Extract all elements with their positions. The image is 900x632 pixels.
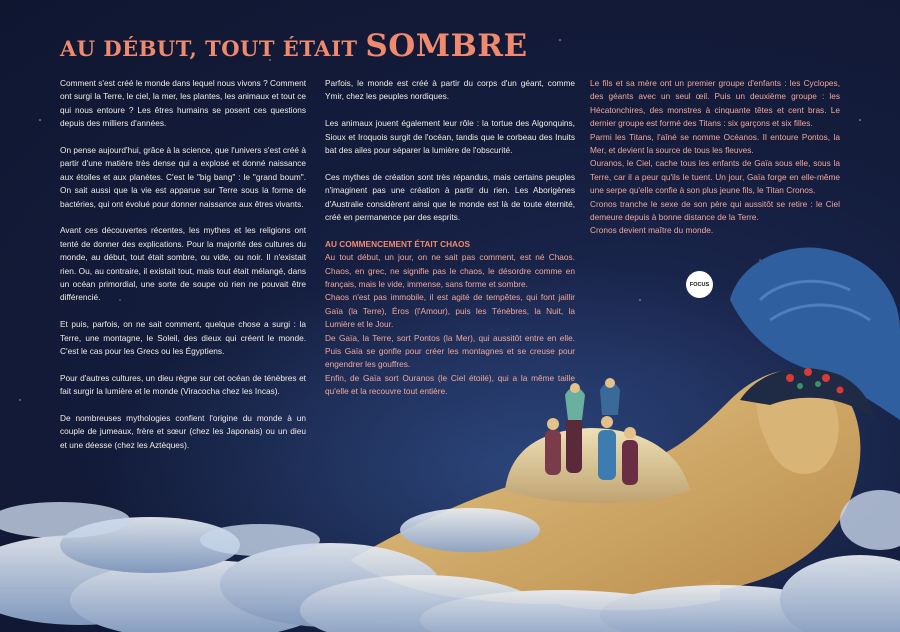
paragraph: Cronos devient maître du monde. [590,225,714,236]
paragraph: Au tout début, un jour, on ne sait pas comment, est né Chaos. Chaos, en grec, ne signifie pas le chaos, le désordre comme en français, mais le vide, immense, sans forme et sombre. [325,252,575,290]
paragraph: Cronos tranche le sexe de son père qui aussitôt se retire : le Ciel demeure depuis à bonne distance de la Terre. [590,198,840,223]
paragraph: Chaos n'est pas immobile, il est agité de tempêtes, qui font jaillir Gaïa (la Terre), Éros (l'Amour), puis les Ténèbres, la Nuit, la Lumière et le Jour. [325,292,575,330]
paragraph: Le fils et sa mère ont un premier groupe d'enfants : les Cyclopes, des géants avec un seul œil. Puis un deuxième groupe : les Hécatonchires, des monstres à cinquante têtes et cent bras. Le dernier groupe est formé des Titans : six garçons et six filles. [590,78,840,129]
chaos-section [325,251,575,398]
paragraph: Enfin, de Gaïa sort Ouranos (le Ciel étoilé), qui a la même taille qu'elle et la recouvre tout entière. [325,372,575,397]
focus-badge[interactable]: FOCUS [686,271,713,298]
text-column-2 [325,77,575,399]
paragraph: Et puis, parfois, on ne sait comment, quelque chose a surgi : la Terre, une montagne, le Soleil, des dieux qui créent le monde. C'est le cas pour les Grecs ou les Égyptiens. [60,319,306,357]
paragraph: Pour d'autres cultures, un dieu règne sur cet océan de ténèbres et fait surgir la lumière et le monde (Viracocha chez les Incas). [60,372,306,397]
page-title [60,26,528,64]
paragraph: On pense aujourd'hui, grâce à la science, que l'univers s'est créé à partir d'une matière très dense qui a explosé et donné naissance aux étoiles et aux planètes. C'est le "big bang" : le "grand boum". On sait aussi que la vie est apparue sur Terre sous la forme de bactéries, qui ont évolué pour donner naissance aux êtres vivants. [60,145,306,209]
paragraph: Ouranos, le Ciel, cache tous les enfants de Gaïa sous elle, sous la Terre, car il a peur qu'ils le tuent. Un jour, Gaïa forge en elle-même une serpe qu'elle confie à son plus jeune fils, le Titan Cronos. [590,158,840,196]
text-column-3 [590,77,840,238]
paragraph: Comment s'est créé le monde dans lequel nous vivons ? Comment ont surgi la Terre, le ciel, la mer, les plantes, les animaux et tout ce qui nous entoure ? Les êtres humains se posent ces questions depuis des milliers d'années. [60,78,307,129]
paragraph: De Gaïa, la Terre, sort Pontos (la Mer), qui aussitôt entre en elle. Puis Gaïa se gonfle pour créer les montagnes et se creuse pour engendrer les gouffres. [325,332,575,370]
paragraph: De nombreuses mythologies confient l'origine du monde à un couple de jumeaux, frère et sœur (chez les Japonais) ou un dieu et une déesse (chez les Aztèques). [60,413,306,450]
section-subheading: AU COMMENCEMENT ÉTAIT CHAOS [325,238,471,249]
paragraph: Ces mythes de création sont très répandus, mais certains peuples n'imaginent pas une création à partir du rien. Les Aborigènes d'Australie considèrent ainsi que le monde est là de toute éternité, créé en permanence par des esprits. [325,171,575,223]
text-column-1 [60,77,306,466]
paragraph: Parfois, le monde est créé à partir du corps d'un géant, comme Ymir, chez les peuples nordiques. [325,78,575,102]
title-part-1: AU DÉBUT, TOUT ÉTAIT [60,36,366,61]
paragraph: Les animaux jouent également leur rôle : la tortue des Algonquins, Sioux et Iroquois surgit de l'océan, tandis que le corbeau des Inuits bat des ailes pour séparer la lumière de l'obscurité. [325,118,575,156]
paragraph: Avant ces découvertes récentes, les mythes et les religions ont tenté de donner des explications. Pour la majorité des cultures du monde, au début, tout était sombre, ou vide, ou noir. Il n'existait rien. Ou, au contraire, il existait tout, mais tout était mélangé, dans un océan primordial, une sorte de soupe où rien ne pouvait être différencié. [60,225,306,303]
title-part-2: SOMBRE [365,28,528,64]
paragraph: Parmi les Titans, l'aîné se nomme Océanos. Il entoure Pontos, la Mer, et devient la source de tous les fleuves. [590,131,840,156]
